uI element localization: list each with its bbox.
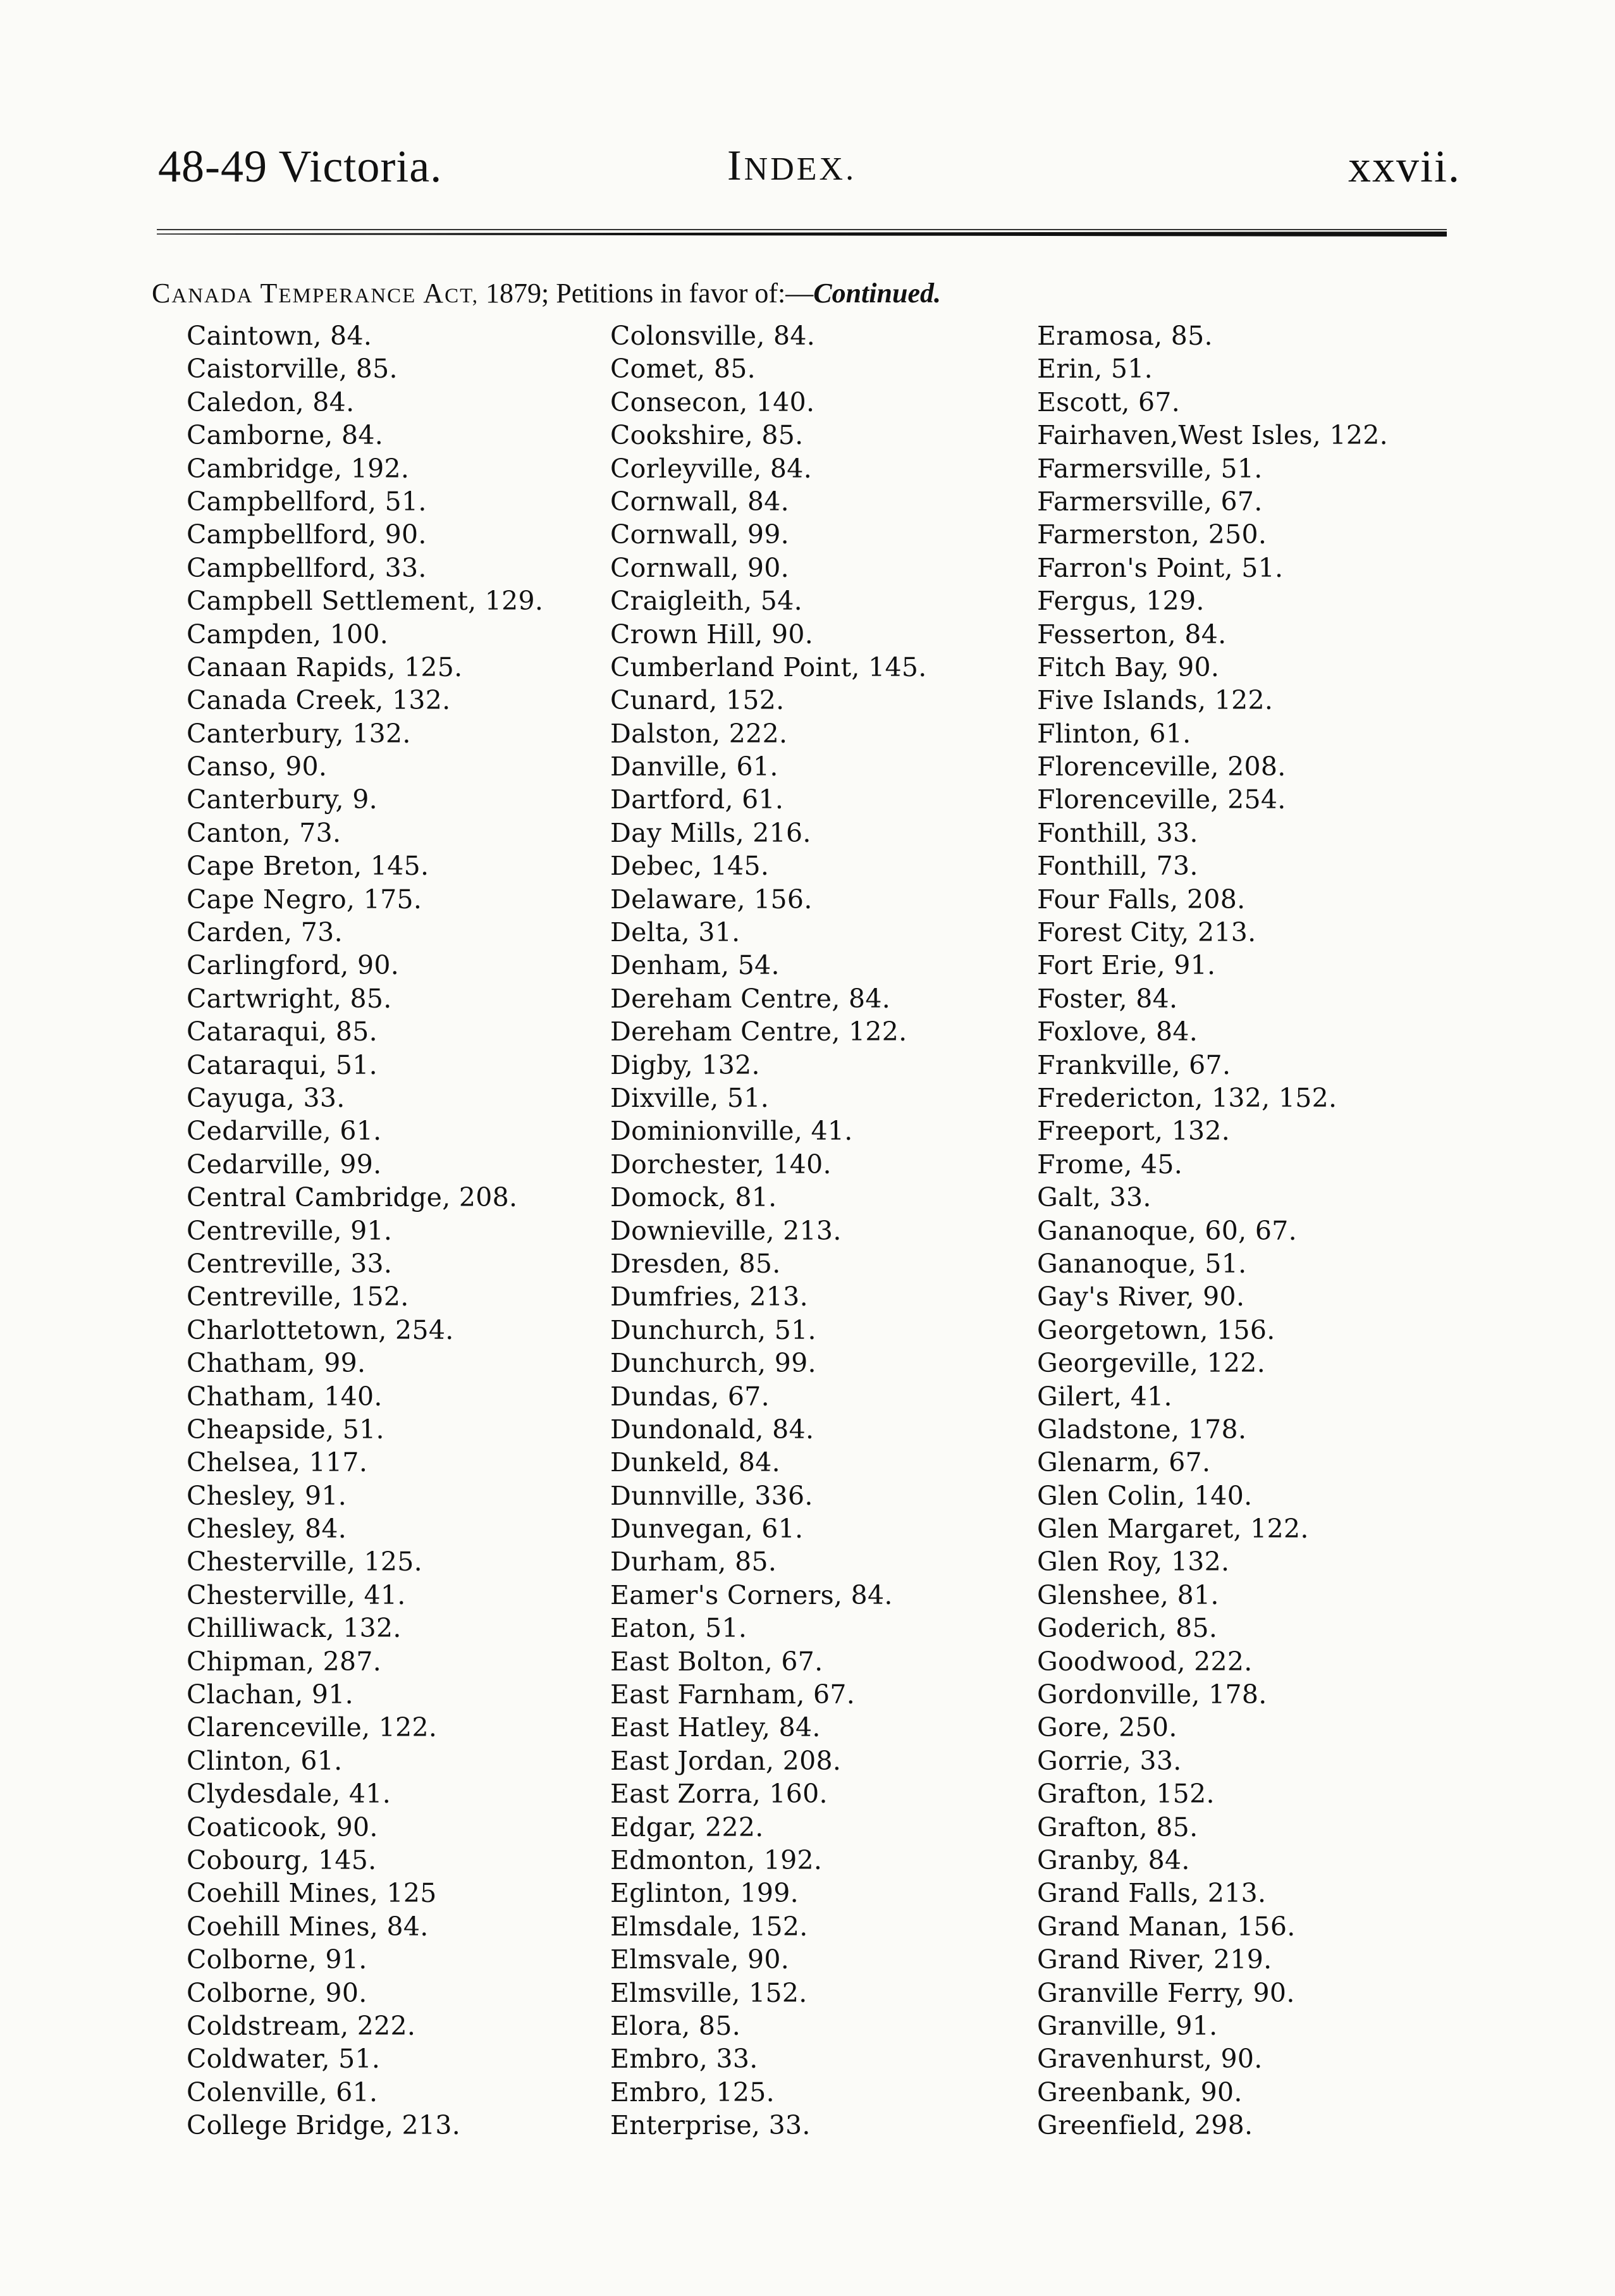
index-entry: Coehill Mines, 125 — [187, 1878, 437, 1909]
index-entry: Downieville, 213. — [610, 1215, 842, 1246]
index-entry: Forest City, 213. — [1037, 917, 1256, 948]
index-entry: Chatham, 99. — [187, 1348, 366, 1379]
index-entry: Canada Creek, 132. — [187, 685, 451, 716]
index-entry: Eramosa, 85. — [1037, 321, 1213, 351]
index-entry: Delaware, 156. — [610, 884, 813, 915]
index-entry: Dorchester, 140. — [610, 1149, 832, 1180]
index-entry: Chilliwack, 132. — [187, 1613, 402, 1644]
index-entry: Greenfield, 298. — [1037, 2110, 1253, 2141]
index-entry: Colenville, 61. — [187, 2077, 378, 2108]
index-entry: Chesterville, 41. — [187, 1579, 406, 1610]
index-entry: Farron's Point, 51. — [1037, 552, 1284, 583]
index-entry: Gay's River, 90. — [1037, 1281, 1245, 1312]
title-word-act — [423, 278, 479, 309]
index-entry: Cornwall, 84. — [610, 486, 789, 517]
index-entry: Cedarville, 61. — [187, 1116, 382, 1147]
index-entry: Goderich, 85. — [1037, 1613, 1218, 1644]
index-entry: Dereham Centre, 122. — [610, 1016, 907, 1047]
index-entry: Campbellford, 90. — [187, 519, 427, 550]
index-entry: Fonthill, 33. — [1037, 817, 1198, 848]
index-entry: Grafton, 85. — [1037, 1811, 1198, 1842]
index-entry: Grand Falls, 213. — [1037, 1878, 1267, 1909]
index-entry: Foxlove, 84. — [1037, 1016, 1198, 1047]
index-entry: Farmersville, 67. — [1037, 486, 1263, 517]
index-entry: Denham, 54. — [610, 950, 780, 981]
index-entry: Gilert, 41. — [1037, 1381, 1172, 1412]
index-entry: Durham, 85. — [610, 1546, 777, 1577]
index-column-1 — [187, 319, 543, 2142]
index-column-3 — [1037, 319, 1388, 2142]
index-entry: Elmsvale, 90. — [610, 1944, 790, 1975]
index-entry: Granville Ferry, 90. — [1037, 1977, 1295, 2008]
index-entry: Cedarville, 99. — [187, 1149, 382, 1180]
index-entry: Cape Breton, 145. — [187, 851, 429, 882]
index-entry: Clydesdale, 41. — [187, 1779, 391, 1810]
index-entry: Caistorville, 85. — [187, 354, 398, 385]
index-entry: Erin, 51. — [1037, 354, 1153, 385]
index-entry: Chipman, 287. — [187, 1646, 382, 1677]
index-entry: Carlingford, 90. — [187, 950, 400, 981]
index-entry: Escott, 67. — [1037, 386, 1181, 417]
index-entry: Galt, 33. — [1037, 1182, 1151, 1213]
index-entry: East Bolton, 67. — [610, 1646, 823, 1677]
title-continued: Continued. — [813, 278, 941, 309]
header-title-cap: I — [727, 141, 744, 189]
title-word-canada-rest: ANADA — [171, 285, 254, 307]
index-entry: Cornwall, 90. — [610, 552, 789, 583]
index-entry: Campden, 100. — [187, 619, 389, 650]
index-entry: Campbell Settlement, 129. — [187, 586, 544, 617]
index-entry: Dixville, 51. — [610, 1082, 770, 1113]
header-title-rest: NDEX. — [744, 151, 857, 187]
index-entry: Consecon, 140. — [610, 386, 815, 417]
index-entry: Gananoque, 60, 67. — [1037, 1215, 1297, 1246]
index-entry: Central Cambridge, 208. — [187, 1182, 518, 1213]
index-entry: Embro, 33. — [610, 2044, 758, 2075]
index-entry: Frome, 45. — [1037, 1149, 1183, 1180]
header-rule — [157, 229, 1447, 240]
index-entry: Grafton, 152. — [1037, 1779, 1215, 1810]
index-entry: Cunard, 152. — [610, 685, 785, 716]
index-entry: Fort Erie, 91. — [1037, 950, 1216, 981]
index-entry: Florenceville, 254. — [1037, 784, 1286, 815]
index-entry: Elmsdale, 152. — [610, 1911, 808, 1942]
index-entry: East Hatley, 84. — [610, 1712, 821, 1743]
index-entry: Foster, 84. — [1037, 983, 1178, 1014]
index-entry: Fairhaven,West Isles, 122. — [1037, 420, 1388, 451]
index-entry: Caledon, 84. — [187, 386, 355, 417]
index-entry: Georgeville, 122. — [1037, 1348, 1266, 1379]
index-entry: Enterprise, 33. — [610, 2110, 811, 2141]
index-entry: Caintown, 84. — [187, 321, 372, 351]
index-entry: Centreville, 91. — [187, 1215, 393, 1246]
index-entry: Farmersville, 51. — [1037, 453, 1263, 484]
index-entry: Charlottetown, 254. — [187, 1314, 454, 1345]
index-entry: Chelsea, 117. — [187, 1447, 368, 1478]
index-entry: Dunkeld, 84. — [610, 1447, 781, 1478]
index-entry: Cambridge, 192. — [187, 453, 410, 484]
index-entry: Cornwall, 99. — [610, 519, 789, 550]
index-entry: Debec, 145. — [610, 851, 770, 882]
index-entry: Comet, 85. — [610, 354, 756, 385]
index-entry: Domock, 81. — [610, 1182, 777, 1213]
index-entry: Dunchurch, 51. — [610, 1314, 816, 1345]
index-entry: Granville, 91. — [1037, 2010, 1218, 2041]
index-entry: Clachan, 91. — [187, 1679, 354, 1710]
index-entry: Dundonald, 84. — [610, 1414, 814, 1445]
index-entry: Gordonville, 178. — [1037, 1679, 1267, 1710]
index-entry: Centreville, 33. — [187, 1248, 393, 1279]
index-entry: Cobourg, 145. — [187, 1844, 377, 1875]
index-entry: Coaticook, 90. — [187, 1811, 378, 1842]
index-entry: College Bridge, 213. — [187, 2110, 461, 2141]
header-rule-thin — [157, 229, 1447, 230]
index-entry: Campbellford, 51. — [187, 486, 427, 517]
index-entry: Glen Roy, 132. — [1037, 1546, 1230, 1577]
index-entry: Gananoque, 51. — [1037, 1248, 1247, 1279]
title-word-canada-cap: C — [152, 278, 172, 309]
index-entry: Chesley, 84. — [187, 1514, 347, 1545]
index-entry: Glen Colin, 140. — [1037, 1480, 1253, 1511]
index-entry: Canton, 73. — [187, 817, 341, 848]
index-entry: Carden, 73. — [187, 917, 343, 948]
index-entry: Five Islands, 122. — [1037, 685, 1274, 716]
index-entry: Camborne, 84. — [187, 420, 384, 451]
index-entry: Fitch Bay, 90. — [1037, 651, 1220, 682]
index-entry: Campbellford, 33. — [187, 552, 427, 583]
running-header — [158, 140, 1461, 204]
index-entry: Flinton, 61. — [1037, 718, 1191, 749]
index-entry: Greenbank, 90. — [1037, 2077, 1243, 2108]
title-word-canada — [152, 278, 254, 309]
index-entry: Florenceville, 208. — [1037, 751, 1286, 782]
index-entry: Eglinton, 199. — [610, 1878, 799, 1909]
index-entry: Dunnville, 336. — [610, 1480, 813, 1511]
index-entry: Delta, 31. — [610, 917, 740, 948]
index-entry: Canterbury, 132. — [187, 718, 411, 749]
index-entry: Colborne, 90. — [187, 1977, 367, 2008]
index-entry: Cayuga, 33. — [187, 1082, 345, 1113]
index-entry: Cheapside, 51. — [187, 1414, 384, 1445]
index-entry: Freeport, 132. — [1037, 1116, 1231, 1147]
index-entry: Colonsville, 84. — [610, 321, 816, 351]
index-entry: Cumberland Point, 145. — [610, 651, 927, 682]
index-entry: Craigleith, 54. — [610, 586, 802, 617]
index-entry: Farmerston, 250. — [1037, 519, 1267, 550]
index-entry: Dunvegan, 61. — [610, 1514, 804, 1545]
index-entry: Day Mills, 216. — [610, 817, 811, 848]
index-entry: Edmonton, 192. — [610, 1844, 823, 1875]
index-entry: Dereham Centre, 84. — [610, 983, 891, 1014]
header-volume: 48-49 Victoria. — [158, 141, 443, 192]
index-entry: Glenarm, 67. — [1037, 1447, 1211, 1478]
index-entry: Dumfries, 213. — [610, 1281, 808, 1312]
title-rest: 1879; Petitions in favor of:— — [479, 278, 814, 309]
index-entry: Chesley, 91. — [187, 1480, 347, 1511]
index-entry: East Farnham, 67. — [610, 1679, 856, 1710]
index-entry: Fesserton, 84. — [1037, 619, 1227, 650]
index-entry: Gravenhurst, 90. — [1037, 2044, 1263, 2075]
index-entry: Canso, 90. — [187, 751, 328, 782]
index-entry: Elmsville, 152. — [610, 1977, 807, 2008]
title-word-temperance — [261, 278, 417, 309]
index-entry: Clarenceville, 122. — [187, 1712, 438, 1743]
title-word-temperance-rest: EMPERANCE — [278, 285, 417, 307]
index-entry: Four Falls, 208. — [1037, 884, 1246, 915]
index-entry: Coldstream, 222. — [187, 2010, 416, 2041]
header-rule-thick — [157, 231, 1447, 237]
index-entry: Gorrie, 33. — [1037, 1745, 1182, 1776]
index-entry: Edgar, 222. — [610, 1811, 764, 1842]
index-column-2 — [610, 319, 927, 2142]
index-entry: Embro, 125. — [610, 2077, 775, 2108]
index-entry: Granby, 84. — [1037, 1844, 1190, 1875]
index-entry: Canterbury, 9. — [187, 784, 378, 815]
index-entry: Cape Negro, 175. — [187, 884, 422, 915]
header-title — [727, 140, 856, 190]
index-entry: Coldwater, 51. — [187, 2044, 381, 2075]
index-entry: Chesterville, 125. — [187, 1546, 422, 1577]
index-entry: Dominionville, 41. — [610, 1116, 853, 1147]
index-entry: Crown Hill, 90. — [610, 619, 814, 650]
index-entry: Grand Manan, 156. — [1037, 1911, 1296, 1942]
index-entry: Colborne, 91. — [187, 1944, 367, 1975]
index-entry: Danville, 61. — [610, 751, 778, 782]
index-entry: Eamer's Corners, 84. — [610, 1579, 893, 1610]
section-title — [152, 277, 1480, 309]
index-entry: Fonthill, 73. — [1037, 851, 1198, 882]
index-entry: Eaton, 51. — [610, 1613, 747, 1644]
index-entry: Dresden, 85. — [610, 1248, 781, 1279]
index-entry: Elora, 85. — [610, 2010, 741, 2041]
index-entry: Cookshire, 85. — [610, 420, 804, 451]
index-entry: Cataraqui, 51. — [187, 1049, 378, 1080]
index-entry: Glenshee, 81. — [1037, 1579, 1219, 1610]
index-entry: East Zorra, 160. — [610, 1779, 828, 1810]
index-entry: Dunchurch, 99. — [610, 1348, 816, 1379]
index-entry: East Jordan, 208. — [610, 1745, 842, 1776]
index-entry: Digby, 132. — [610, 1049, 760, 1080]
index-entry: Dalston, 222. — [610, 718, 788, 749]
index-entry: Grand River, 219. — [1037, 1944, 1272, 1975]
index-entry: Cataraqui, 85. — [187, 1016, 378, 1047]
index-entry: Georgetown, 156. — [1037, 1314, 1275, 1345]
index-entry: Coehill Mines, 84. — [187, 1911, 429, 1942]
index-entry: Glen Margaret, 122. — [1037, 1514, 1309, 1545]
title-word-act-cap: A — [423, 278, 445, 309]
index-entry: Corleyville, 84. — [610, 453, 813, 484]
index-entry: Cartwright, 85. — [187, 983, 392, 1014]
index-entry: Fredericton, 132, 152. — [1037, 1082, 1337, 1113]
index-entry: Canaan Rapids, 125. — [187, 651, 463, 682]
title-word-act-rest: CT, — [445, 285, 479, 307]
index-entry: Fergus, 129. — [1037, 586, 1205, 617]
index-entry: Frankville, 67. — [1037, 1049, 1231, 1080]
title-word-temperance-cap: T — [260, 278, 279, 309]
index-entry: Centreville, 152. — [187, 1281, 409, 1312]
index-entry: Clinton, 61. — [187, 1745, 343, 1776]
index-entry: Dundas, 67. — [610, 1381, 770, 1412]
header-page-number: xxvii. — [1348, 141, 1461, 192]
index-entry: Chatham, 140. — [187, 1381, 383, 1412]
index-entry: Dartford, 61. — [610, 784, 784, 815]
index-entry: Gladstone, 178. — [1037, 1414, 1247, 1445]
index-entry: Gore, 250. — [1037, 1712, 1177, 1743]
index-entry: Goodwood, 222. — [1037, 1646, 1253, 1677]
